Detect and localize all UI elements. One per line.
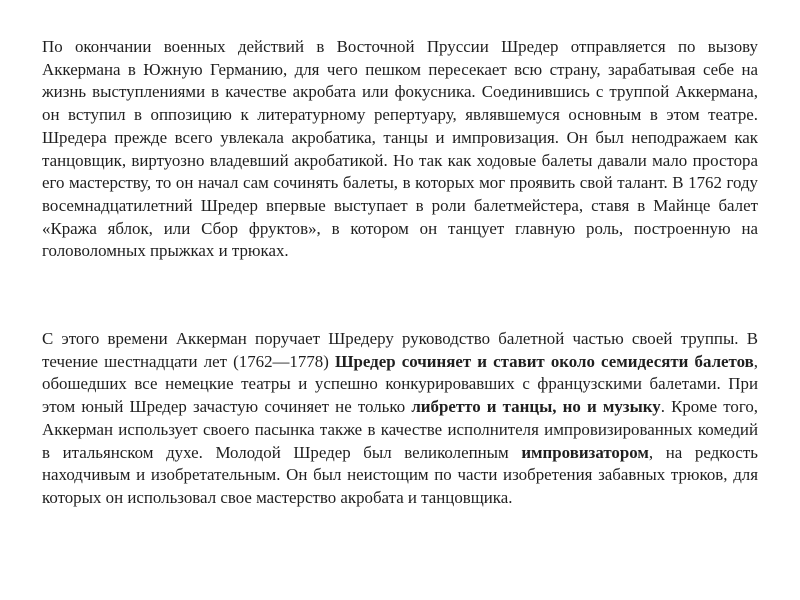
paragraph-1-text: По окончании военных действий в Восточной Пруссии Шредер отправляется по вызову Аккермана в Южную Германию, для чего пешком пересекает всю страну, зарабатывая себе на жизнь выступлениями в качестве акробата или фокусника. Соединившись с труппой Аккермана, он вступил в оппозицию к литературному репертуару, являвшемуся основным в этом театре. Шредера прежде всего увлекала акробатика, танцы и импровизация. Он был неподражаем как танцовщик, виртуозно владевший акробатикой. Но так как ходовые балеты давали мало простора его мастерству, то он начал сам сочинять балеты, в которых мог проявить свой талант. В 1762 году восемнадцатилетний Шредер впервые выступает в роли балетмейстера, ставя в Майнце балет «Кража яблок, или Сбор фруктов», в котором он танцует главную роль, построенную на головоломных прыжках и трюках.: [42, 37, 758, 261]
emphasis-improviser: импровизатором: [521, 442, 649, 462]
paragraph-2: [42, 328, 758, 510]
emphasis-libretto: либретто и танцы, но и музыку: [411, 397, 661, 417]
paragraph-2-text-c: . Кроме того, Аккерман использует своего пасынка также в качестве исполнителя импровизированных комедий в итальянском духе. Молодой Шредер был великолепным: [42, 397, 759, 462]
paragraph-2-text-a: С этого времени Аккерман поручает Шредеру руководство балетной частью своей труппы. В течение шестнадцати лет (1762—1778): [42, 329, 758, 371]
paragraph-2-text-b: , обошедших все немецкие театры и успешно конкурировавших с французскими балетами. При этом юный Шредер зачастую сочиняет не только: [42, 351, 758, 417]
paragraph-2-text-d: , на редкость находчивым и изобретательным. Он был неистощим по части изобретения забавных трюков, для которых он использовал свое мастерство акробата и танцовщика.: [42, 442, 758, 507]
emphasis-ballets: Шредер сочиняет и ставит около семидесяти балетов: [334, 351, 754, 371]
paragraph-1: [42, 36, 758, 263]
